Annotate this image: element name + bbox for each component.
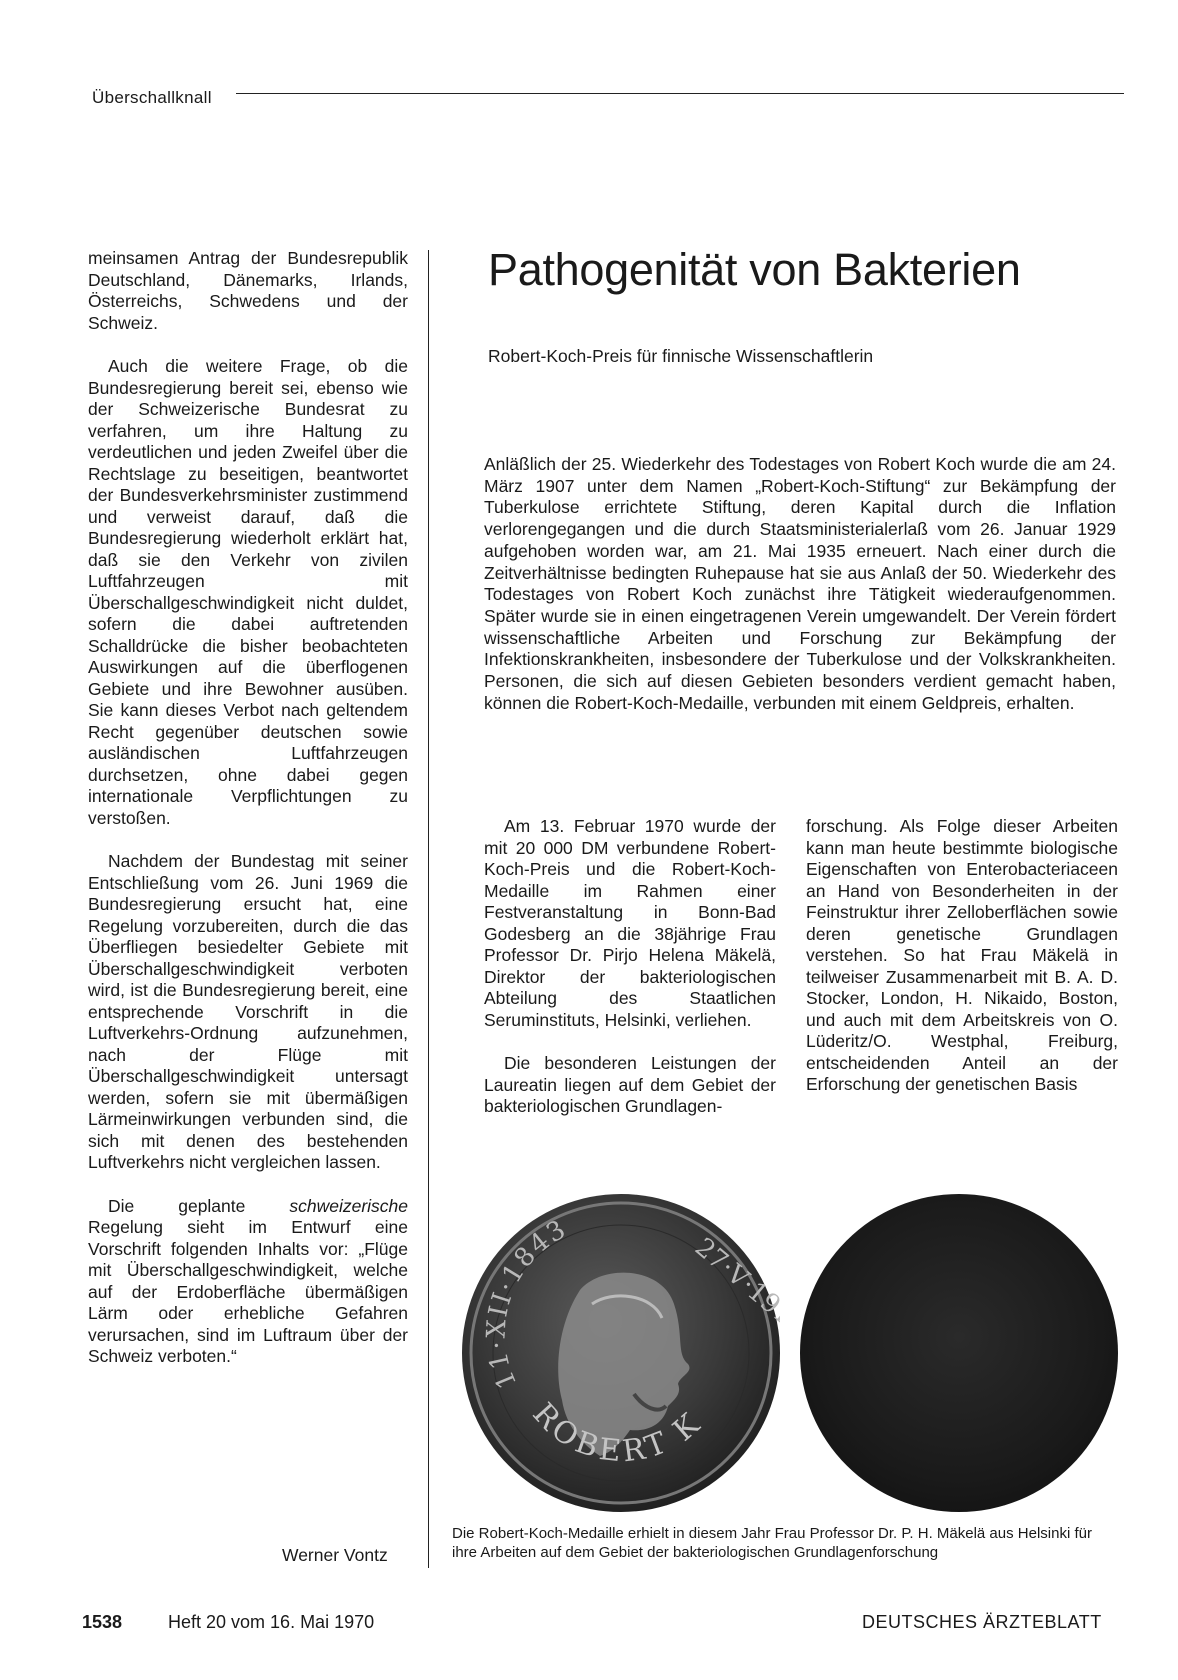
mid-paragraph: Am 13. Februar 1970 wurde der mit 20 000 DM verbundene Robert-Koch-Preis und die Robert-Koch-Medaille im Rahmen einer Festveranstaltung in Bonn-Bad Godesberg an die 38jährige Frau Professor Dr. Pirjo Helena Mäkelä, Direktor der bakteriologischen Abteilung des Staatlichen Seruminstituts, Helsinki, verliehen. (484, 816, 776, 1030)
left-column (88, 248, 408, 1390)
medal-back-image (800, 1194, 1118, 1512)
journal-name: DEUTSCHES ÄRZTEBLATT (862, 1612, 1102, 1632)
article-title: Pathogenität von Bakterien (488, 244, 1021, 295)
right-column (806, 816, 1118, 1118)
medal-caption: Die Robert-Koch-Medaille erhielt in diesem Jahr Frau Professor Dr. P. H. Mäkelä aus Helsinki für ihre Arbeiten auf dem Gebiet der bakteriologischen Grundlagenforschung (452, 1525, 1092, 1561)
article-subtitle: Robert-Koch-Preis für finnische Wissenschaftlerin (488, 346, 874, 366)
medal-date-birth: 11·XII·1843 (481, 1213, 573, 1394)
medal-name: ROBERT K (525, 1396, 709, 1470)
left-paragraph: meinsamen Antrag der Bundesrepublik Deutschland, Dänemarks, Irlands, Österreichs, Schwedens und der Schweiz. (88, 248, 408, 333)
right-paragraph: forschung. Als Folge dieser Arbeiten kann man heute bestimmte biologische Eigenschaften von Enterobacteriaceen an Hand von Besonderheiten in der Feinstruktur ihrer Zelloberflächen sowie deren genetische Grundlagen verstehen. So hat Frau Mäkelä in teilweiser Zusammenarbeit mit B. A. D. Stocker, London, H. Nikaido, Boston, und auch mit dem Arbeitskreis von O. Lüderitz/O. Westphal, Freiburg, entscheidenden Anteil an der Erforschung der genetischen Basis (806, 816, 1118, 1094)
page-number: 1538 (82, 1612, 123, 1632)
header-rule (236, 93, 1124, 94)
column-divider (428, 250, 429, 1568)
quote-lead: Die geplante (108, 1195, 290, 1216)
medal-date-death: 27·V·1910 (688, 1232, 780, 1342)
mid-paragraph: Die besonderen Leistungen der Laureatin liegen auf dem Gebiet der bakteriologischen Grundlagen- (484, 1053, 776, 1116)
medal-relief (462, 1194, 780, 1512)
quote-italic: schweizerische (289, 1195, 408, 1216)
issue-info: Heft 20 vom 16. Mai 1970 (168, 1612, 375, 1632)
left-paragraph-quote (88, 1196, 408, 1368)
left-paragraph: Nachdem der Bundestag mit seiner Entschließung vom 26. Juni 1969 die Bundesregierung ersucht hat, eine Regelung vorzubereiten, durch die das Überfliegen besiedelter Gebiete mit Überschallgeschwindigkeit verboten wird, ist die Bundesregierung bereit, eine entsprechende Vorschrift in die Luftverkehrs-Ordnung aufzunehmen, nach der Flüge mit Überschallgeschwindigkeit untersagt werden, sofern sie mit übermäßigen Lärmeinwirkungen verbunden sind, die sich mit denen des bestehenden Luftverkehrs nicht vergleichen lassen. (88, 851, 408, 1172)
middle-column (484, 816, 776, 1140)
quote-rest: Regelung sieht im Entwurf eine Vorschrift folgenden Inhalts vor: „Flüge mit Überschallgeschwindigkeit, welche auf der Erdoberfläche übermäßigen Lärm oder erhebliche Gefahren verursachen, sind im Luftraum über der Schweiz verboten.“ (88, 1217, 408, 1366)
section-header: Überschallknall (92, 88, 212, 107)
left-paragraph: Auch die weitere Frage, ob die Bundesregierung bereit sei, ebenso wie der Schweizerische Bundesrat zu verfahren, um ihre Haltung zu verdeutlichen und jeden Zweifel über die Rechtslage zu beseitigen, beantwortet der Bundesverkehrsminister zustimmend und verweist darauf, daß die Bundesregierung wiederholt erklärt hat, daß sie den Verkehr von zivilen Luftfahrzeugen mit Überschallgeschwindigkeit nicht duldet, sofern die dabei auftretenden Schalldrücke die bisher beobachteten Auswirkungen auf die überflogenen Gebiete und ihre Bewohner ausüben. Sie kann dieses Verbot nach geltendem Recht gegenüber deutschen sowie ausländischen Luftfahrzeugen durchsetzen, ohne dabei gegen internationale Verpflichtungen zu verstoßen. (88, 356, 408, 828)
author-name: Werner Vontz (282, 1545, 388, 1565)
medal-front-image (462, 1194, 780, 1512)
article-intro: Anläßlich der 25. Wiederkehr des Todestages von Robert Koch wurde die am 24. März 1907 unter dem Namen „Robert-Koch-Stiftung“ zur Bekämpfung der Tuberkulose errichtete Stiftung, deren Kapital durch die Inflation verlorengegangen und die durch Staatsministerialerlaß vom 26. Januar 1929 aufgehoben worden war, am 21. Mai 1935 erneuert. Nach einer durch die Zeitverhältnisse bedingten Ruhepause hat sie aus Anlaß der 50. Wiederkehr des Todestages von Robert Koch zunächst ihre Tätigkeit wiederaufgenommen. Später wurde sie in einen eingetragenen Verein umgewandelt. Der Verein fördert wissenschaftliche Arbeiten und Forschung zur Bekämpfung der Infektionskrankheiten, insbesondere der Tuberkulose und der Volkskrankheiten. Personen, die sich auf diesen Gebieten besonders verdient gemacht haben, können die Robert-Koch-Medaille, verbunden mit einem Geldpreis, erhalten. (484, 454, 1116, 713)
